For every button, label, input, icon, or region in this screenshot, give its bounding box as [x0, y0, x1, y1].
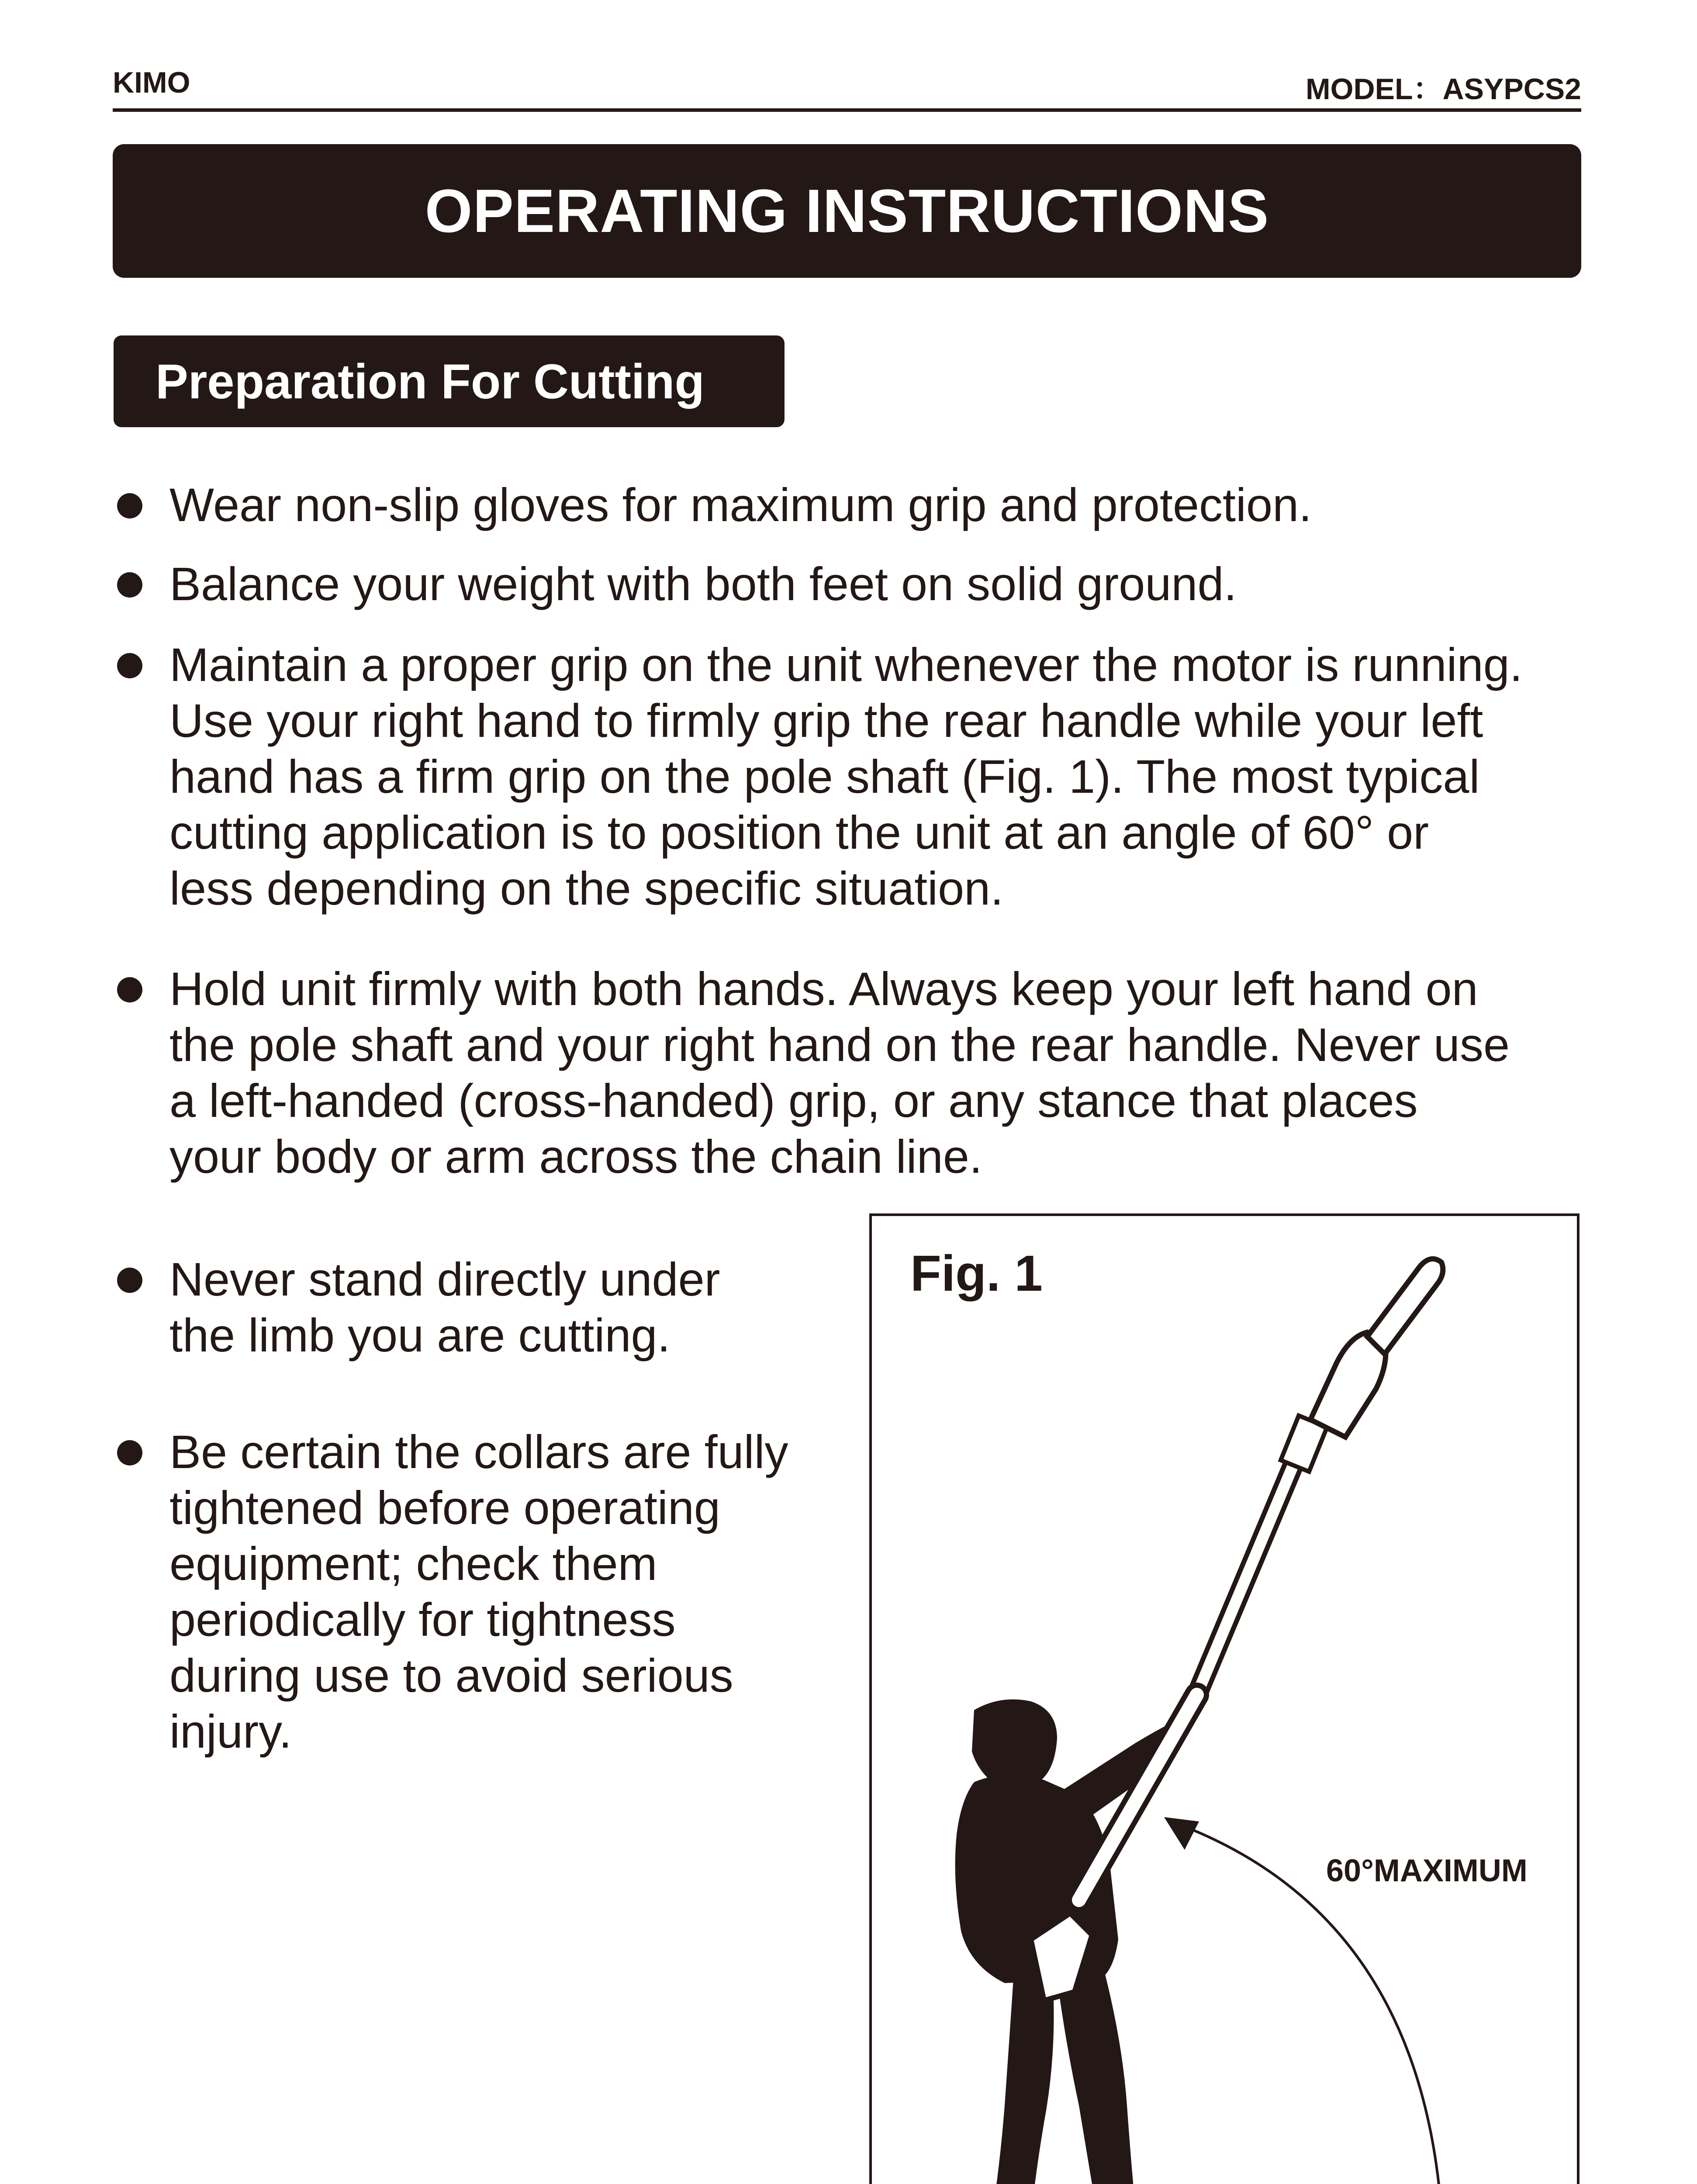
angle-arc [1188, 1828, 1441, 2184]
bullet-line: hand has a firm grip on the pole shaft (Fig. 1). The most typical [169, 750, 1480, 803]
page-title: OPERATING INSTRUCTIONS [425, 176, 1269, 245]
bullet-line: Wear non-slip gloves for maximum grip and protection. [169, 478, 1312, 531]
bullet-line: Be certain the collars are fully [169, 1425, 788, 1478]
pole-saw [1031, 1259, 1443, 2001]
bullet-line: Never stand directly under [169, 1253, 720, 1306]
arc-arrowhead-top [1164, 1817, 1199, 1850]
model-number: MODEL：ASYPCS2 [1306, 73, 1581, 106]
bullet-line: Hold unit firmly with both hands. Always keep your left hand on [169, 962, 1478, 1015]
bullet-line: tightened before operating [169, 1481, 720, 1534]
bullet-line: periodically for tightness [169, 1593, 676, 1646]
bullet-line: the pole shaft and your right hand on the rear handle. Never use [169, 1018, 1510, 1071]
bullet-line: Maintain a proper grip on the unit whenever the motor is running. [169, 638, 1523, 691]
section-heading: Preparation For Cutting [156, 354, 705, 409]
angle-label: 60°MAXIMUM [1326, 1853, 1528, 1888]
bullet-line: your body or arm across the chain line. [169, 1130, 982, 1183]
bullet-line: Use your right hand to firmly grip the rear handle while your left [169, 694, 1483, 747]
bullet-line: equipment; check them [169, 1537, 657, 1590]
bullet-line: less depending on the specific situation. [169, 862, 1004, 915]
figure-label: Fig. 1 [910, 1245, 1043, 1302]
brand-name: KIMO [113, 66, 190, 99]
bullet-line: the limb you are cutting. [169, 1309, 671, 1362]
bullet-line: a left-handed (cross-handed) grip, or any stance that places [169, 1074, 1418, 1127]
bullet-line: cutting application is to position the unit at an angle of 60° or [169, 806, 1429, 859]
bullet-line: injury. [169, 1705, 292, 1758]
bullet-line: during use to avoid serious [169, 1649, 733, 1702]
bullet-line: Balance your weight with both feet on solid ground. [169, 557, 1237, 610]
